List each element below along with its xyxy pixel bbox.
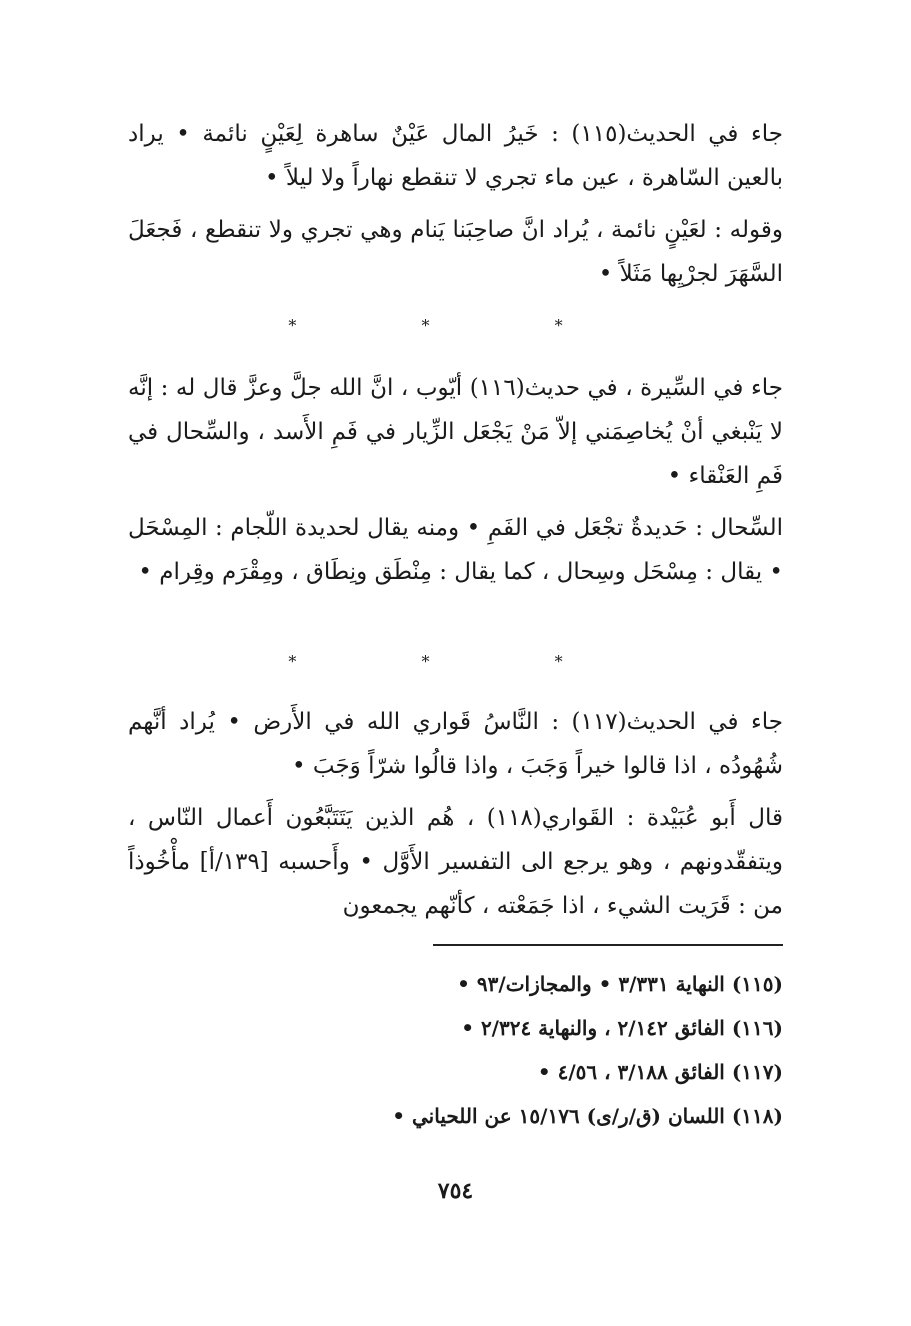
paragraph: جاء في الحديث(١١٥) : خَيرُ المال عَيْنٌ ساهرة لِعَيْنٍ نائمة • يراد بالعين السّاهرة ، عين ماء تجري لا تنقطع نهاراً ولا ليلاً • [128, 121, 784, 191]
footnote: (١١٨) اللسان (ق/ر/ى) ١٥/١٧٦ عن اللحياني • [392, 1104, 783, 1128]
section-2 [128, 366, 783, 594]
section-1 [128, 112, 783, 296]
footnote-divider [433, 944, 783, 946]
section-separator: * * * [288, 652, 623, 671]
paragraph: وقوله : لعَيْنٍ نائمة ، يُراد انَّ صاحِبَنا يَنام وهي تجري ولا تنقطع ، فَجعَلَ السَّهَرَ لجرْيِها مَثَلاً • [128, 217, 783, 287]
footnote: (١١٧) الفائق ٣/١٨٨ ، ٤/٥٦ • [537, 1060, 783, 1084]
footnote: (١١٥) النهاية ٣/٣٣١ • والمجازات/٩٣ • [457, 972, 783, 996]
footnote: (١١٦) الفائق ٢/١٤٢ ، والنهاية ٢/٣٢٤ • [461, 1016, 783, 1040]
paragraph: قال أَبو عُبَيْدة : القَواري(١١٨) ، هُم الذين يَتَتَبَّعُون أَعمال النّاس ، ويتفقّدونهم ، وهو يرجع الى التفسير الأَوَّل • وأَحسبه [١٣٩/أ] مأْخُوذاً من : قَرَيت الشيء ، اذا جَمَعْته ، كأنّهم يجمعون [128, 805, 783, 919]
paragraph: جاء في الحديث(١١٧) : النَّاسُ قَواري الله في الأَرض • يُراد أنَّهم شُهُودُه ، اذا قالوا خيراً وَجَبَ ، واذا قالُوا شرّاً وَجَبَ • [128, 709, 783, 779]
section-separator: * * * [288, 316, 623, 335]
paragraph: جاء في السِّيرة ، في حديث(١١٦) أيّوب ، انَّ الله جلَّ وعزَّ قال له : إنَّه لا يَنْبغي أنْ يُخاصِمَني إلاّ مَنْ يَجْعَل الزِّيار في فَمِ الأَسد ، والسِّحال في فَمِ العَنْقاء • [128, 375, 783, 489]
footnotes [128, 962, 783, 1138]
page-number: ٧٥٤ [437, 1178, 474, 1204]
paragraph: السِّحال : حَديدةٌ تجْعَل في الفَمِ • ومنه يقال لحديدة اللّجام : المِسْحَل • يقال : مِسْحَل وسِحال ، كما يقال : مِنْطَق ونِطَاق ، ومِقْرَم وقِرام • [128, 515, 783, 585]
section-3 [128, 700, 783, 928]
